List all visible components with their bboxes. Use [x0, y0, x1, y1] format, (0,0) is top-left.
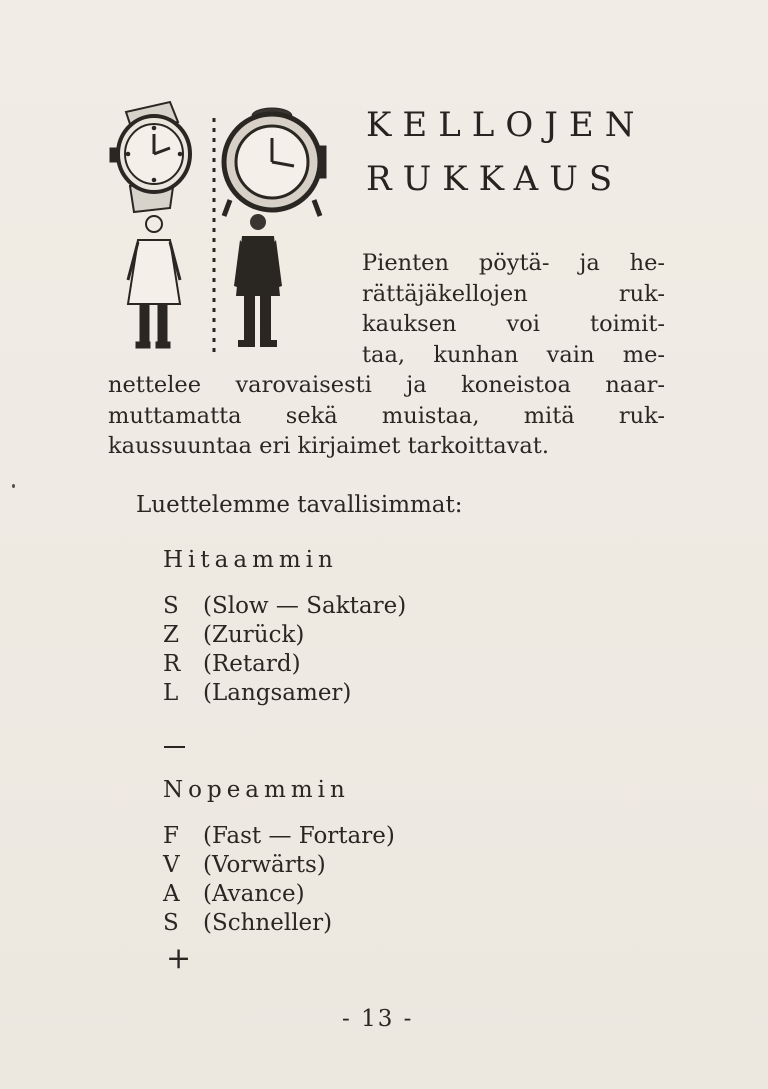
item-meaning: (Vorwärts)	[203, 852, 326, 878]
intro-paragraph-full	[108, 370, 665, 462]
item-meaning: (Retard)	[203, 651, 301, 677]
intro-paragraph-right	[362, 248, 665, 370]
title-line: KELLOJEN	[366, 105, 646, 145]
plus-sign: +	[166, 941, 192, 976]
intro-line: rättäjäkellojen ruk-	[362, 280, 665, 307]
slower-heading: Hitaammin	[163, 547, 338, 573]
intro-line: Pienten pöytä- ja he-	[362, 250, 665, 276]
item-letter: R	[163, 651, 181, 677]
page-number: - 13 -	[342, 1006, 414, 1032]
item-letter: S	[163, 910, 179, 936]
man-in-dark-suit-icon	[234, 214, 282, 347]
list-item	[163, 851, 395, 880]
paper-speck	[12, 484, 15, 488]
item-letter: F	[163, 823, 179, 849]
wristwatch-icon	[110, 102, 190, 212]
alarm-clock-icon	[224, 108, 326, 216]
intro-line: kaussuuntaa eri kirjaimet tarkoittavat.	[108, 433, 549, 459]
faster-list	[163, 822, 395, 938]
faster-heading: Nopeammin	[163, 777, 350, 803]
list-item	[163, 621, 406, 650]
item-meaning: (Fast — Fortare)	[203, 823, 395, 849]
intro-line: taa, kunhan vain me-	[362, 341, 665, 368]
list-item	[163, 650, 406, 679]
item-meaning: (Schneller)	[203, 910, 333, 936]
man-in-white-coat-icon	[128, 216, 180, 348]
list-item	[163, 822, 395, 851]
list-item	[163, 880, 395, 909]
item-meaning: (Avance)	[203, 881, 305, 907]
item-letter: A	[163, 881, 180, 907]
lead-text: Luettelemme tavallisimmat:	[136, 492, 463, 518]
page-title	[366, 98, 686, 206]
list-item	[163, 592, 406, 621]
item-meaning: (Langsamer)	[203, 680, 352, 706]
item-letter: L	[163, 680, 179, 706]
item-letter: S	[163, 593, 179, 619]
intro-line: kauksen voi toimit-	[362, 311, 665, 337]
intro-line: muttamatta sekä muistaa, mitä ruk-	[108, 402, 665, 429]
list-item	[163, 679, 406, 708]
item-meaning: (Slow — Saktare)	[203, 593, 407, 619]
title-line: RUKKAUS	[366, 159, 624, 199]
item-letter: Z	[163, 622, 179, 648]
list-item	[163, 909, 395, 938]
item-meaning: (Zurück)	[203, 622, 305, 648]
intro-line: nettelee varovaisesti ja koneistoa naar-	[108, 372, 665, 398]
minus-sign	[164, 746, 185, 748]
watch-clock-repairmen-illustration	[108, 100, 346, 362]
item-letter: V	[163, 852, 180, 878]
slower-list	[163, 592, 406, 708]
